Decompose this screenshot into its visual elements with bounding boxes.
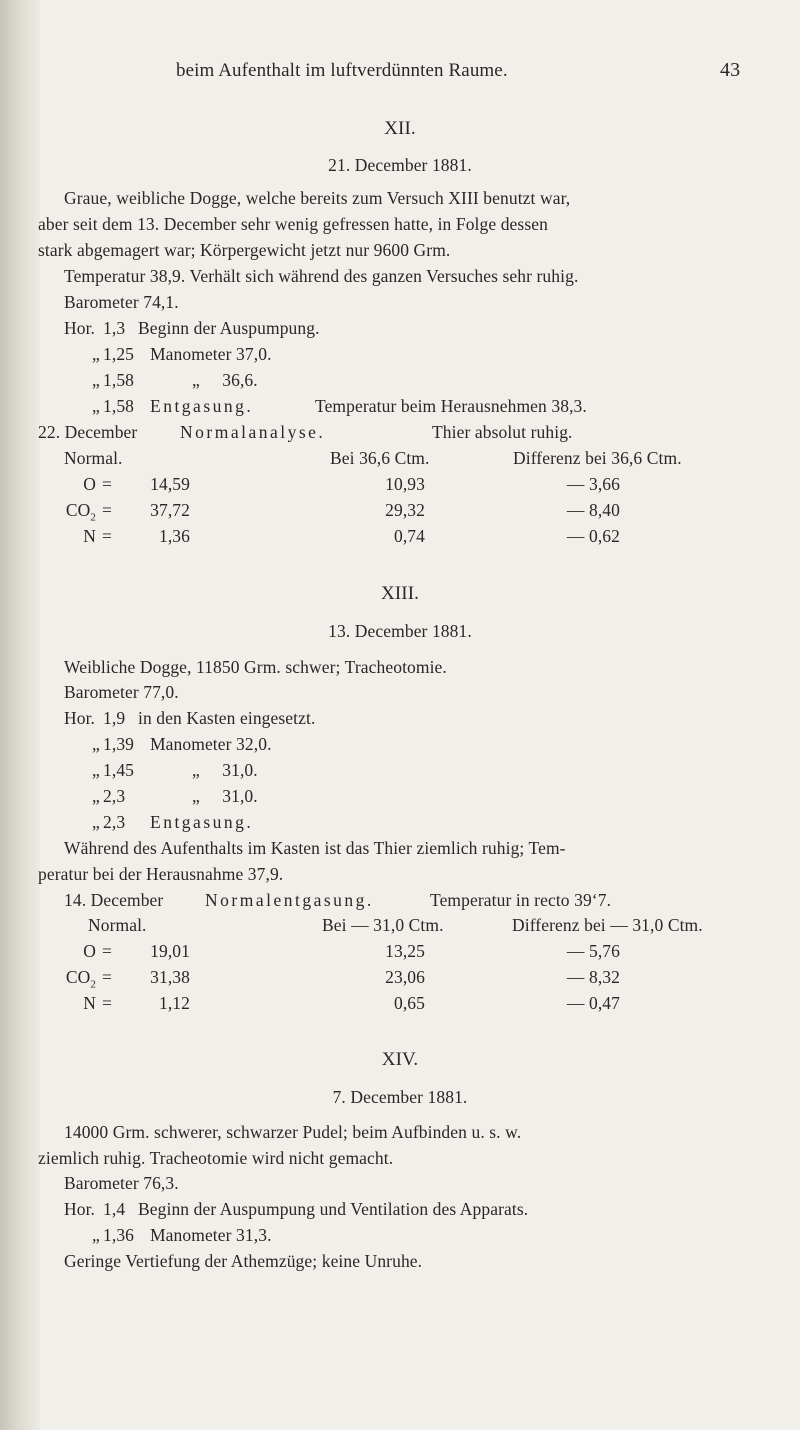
protocol-time: 1,4 [103, 1199, 126, 1219]
protocol-prefix: Hor. [64, 708, 96, 728]
protocol-text: Manometer 31,3. [150, 1225, 272, 1245]
paragraph-line: 14000 Grm. schwerer, schwarzer Pudel; beim Aufbinden u. s. w. [64, 1122, 522, 1142]
protocol-text: Manometer 37,0. [150, 344, 272, 364]
protocol-time: 1,25 [103, 344, 135, 364]
protocol-time: 1,36 [103, 1225, 135, 1245]
normal-value: 1,12 [158, 993, 190, 1013]
protocol-text: Beginn der Auspumpung. [138, 318, 320, 338]
protocol-prefix: „ [92, 1225, 100, 1245]
paragraph-line: Während des Aufenthalts im Kasten ist das Thier ziemlich ruhig; Tem- [64, 838, 566, 858]
protocol-time: 2,3 [103, 786, 126, 806]
analysis-label: Normalentgasung. [205, 890, 374, 910]
protocol-time: 1,58 [103, 396, 135, 416]
protocol-time: 2,3 [103, 812, 126, 832]
gas-symbol: $CO_2$ [65, 500, 96, 524]
page-number: 43 [720, 59, 741, 81]
paragraph-line: Weibliche Dogge, 11850 Grm. schwer; Tracheotomie. [64, 657, 447, 677]
protocol-prefix: Hor. [64, 318, 96, 338]
column-header-difference: Differenz bei 36,6 Ctm. [513, 448, 682, 468]
protocol-text: „ 36,6. [192, 370, 258, 390]
protocol-text: Beginn der Auspumpung und Ventilation des Apparats. [138, 1199, 529, 1219]
section-numeral: XIV. [381, 1049, 419, 1070]
paragraph-line: Barometer 77,0. [64, 682, 179, 702]
column-header-measured: Bei — 31,0 Ctm. [322, 915, 444, 935]
gas-symbol: $CO_2$ [65, 967, 96, 991]
protocol-time: 1,45 [103, 760, 135, 780]
protocol-text: Manometer 32,0. [150, 734, 272, 754]
protocol-text: „ 31,0. [192, 786, 258, 806]
column-header-measured: Bei 36,6 Ctm. [330, 448, 430, 468]
protocol-prefix: „ [92, 786, 100, 806]
protocol-time: 1,3 [103, 318, 126, 338]
section-date: 7. December 1881. [332, 1087, 468, 1107]
normal-value: 14,59 [150, 474, 190, 494]
protocol-time: 1,9 [103, 708, 126, 728]
analysis-label: Normalanalyse. [180, 422, 326, 442]
difference-value: — 3,66 [566, 474, 620, 494]
protocol-spaced-text: Entgasung. [150, 812, 254, 832]
analysis-note: Temperatur in recto 39‘7. [430, 890, 612, 910]
section-date: 13. December 1881. [328, 621, 472, 641]
normal-value: 19,01 [150, 941, 190, 961]
protocol-text: in den Kasten eingesetzt. [138, 708, 316, 728]
gas-symbol: N [83, 993, 96, 1013]
paragraph-line: Temperatur 38,9. Verhält sich während des ganzen Versuches sehr ruhig. [64, 266, 579, 286]
gas-symbol: O [83, 941, 96, 961]
paragraph-line: stark abgemagert war; Körpergewicht jetzt nur 9600 Grm. [38, 240, 451, 260]
analysis-date: 14. December [64, 890, 164, 910]
paragraph-line: Geringe Vertiefung der Athemzüge; keine Unruhe. [64, 1251, 423, 1271]
column-header-normal: Normal. [88, 915, 147, 935]
analysis-date: 22. December [38, 422, 138, 442]
measured-value: 23,06 [385, 967, 425, 987]
column-header-difference: Differenz bei — 31,0 Ctm. [512, 915, 703, 935]
paragraph-line: aber seit dem 13. December sehr wenig gefressen hatte, in Folge dessen [38, 214, 548, 234]
difference-value: — 0,62 [566, 526, 620, 546]
protocol-prefix: „ [92, 734, 100, 754]
section-date: 21. December 1881. [328, 155, 472, 175]
protocol-prefix: „ [92, 344, 100, 364]
measured-value: 0,74 [393, 526, 425, 546]
difference-value: — 0,47 [566, 993, 620, 1013]
protocol-prefix: „ [92, 370, 100, 390]
gas-symbol: N [83, 526, 96, 546]
column-header-normal: Normal. [64, 448, 123, 468]
protocol-text: Temperatur beim Herausnehmen 38,3. [315, 396, 587, 416]
paragraph-line: peratur bei der Herausnahme 37,9. [38, 864, 284, 884]
paragraph-line: Barometer 76,3. [64, 1173, 179, 1193]
paragraph-line: Graue, weibliche Dogge, welche bereits zum Versuch XIII benutzt war, [64, 188, 571, 208]
protocol-text: „ 31,0. [192, 760, 258, 780]
protocol-prefix: Hor. [64, 1199, 96, 1219]
normal-value: 37,72 [150, 500, 190, 520]
protocol-time: 1,58 [103, 370, 135, 390]
difference-value: — 8,40 [566, 500, 620, 520]
measured-value: 10,93 [385, 474, 425, 494]
paragraph-line: ziemlich ruhig. Tracheotomie wird nicht gemacht. [38, 1148, 394, 1168]
difference-value: — 8,32 [566, 967, 620, 987]
paragraph-line: Barometer 74,1. [64, 292, 179, 312]
protocol-prefix: „ [92, 396, 100, 416]
book-page: beim Aufenthalt im luftverdünnten Raume. 43 XII. 21. December 1881. Graue, weibliche Dogge, welche bereits zum Versuch XIII benutzt war, aber seit dem 13. December sehr wenig gefressen hatte, in Folge dessen stark abgemagert war; Körpergewicht jetzt nur 9600 Grm. Temperatur 38,9. Verhält sich während des ganzen Versuches sehr ruhig. Barometer 74,1. Hor. 1,3 Beginn der Auspumpung. „ 1,25 Manometer 37,0. „ 1,58 „ 36,6. „ 1,58 Entgasung. Temperatur beim Herausnehmen 38,3. 22. December Normalanalyse. Thier absolut ruhig. Normal. Bei 36,6 Ctm. Differenz bei 36,6 Ctm. O = 14,59 10,93 — 3,66 $CO_2$ = 37,72 29,32 — 8,40 N = 1,36 0,74 — 0,62 XIII. 13. December 1881. Weibliche Dogge, 11850 Grm. schwer; Tracheotomie. Barometer 77,0. Hor. 1,9 in den Kasten eingesetzt. „ 1,39 Manometer 32,0. „ 1,45 „ 31,0. „ 2,3 „ 31,0. „ 2,3 Entgasung. Während des Aufenthalts im Kasten ist das Thier ziemlich ruhig; Tem- peratur bei der Herausnahme 37,9. 14. December Normalentgasung. Temperatur in recto 39‘7. Normal. Bei — 31,0 Ctm. Differenz bei — 31,0 Ctm. O = 19,01 13,25 — 5,76 $CO_2$ = 31,38 23,06 — 8,32 N = 1,12 0,65 — 0,47 XIV. 7. December 1881. 14000 Grm. schwerer, schwarzer Pudel; beim Aufbinden u. s. w. ziemlich ruhig. Tracheotomie wird nicht gemacht. Barometer 76,3. Hor. 1,4 Beginn der Auspumpung und Ventilation des Apparats. „ 1,36 Manometer 31,3. Geringe Vertiefung der Athemzüge; keine Unruhe. [0, 0, 800, 1430]
gas-symbol: O [83, 474, 96, 494]
measured-value: 0,65 [393, 993, 425, 1013]
protocol-spaced-text: Entgasung. [150, 396, 254, 416]
running-title: beim Aufenthalt im luftverdünnten Raume. [176, 60, 508, 81]
section-numeral: XIII. [381, 583, 419, 604]
section-numeral: XII. [384, 118, 416, 139]
protocol-time: 1,39 [103, 734, 135, 754]
protocol-prefix: „ [92, 812, 100, 832]
measured-value: 29,32 [385, 500, 425, 520]
difference-value: — 5,76 [566, 941, 620, 961]
protocol-prefix: „ [92, 760, 100, 780]
measured-value: 13,25 [385, 941, 425, 961]
normal-value: 31,38 [150, 967, 190, 987]
normal-value: 1,36 [158, 526, 190, 546]
analysis-note: Thier absolut ruhig. [432, 422, 573, 442]
